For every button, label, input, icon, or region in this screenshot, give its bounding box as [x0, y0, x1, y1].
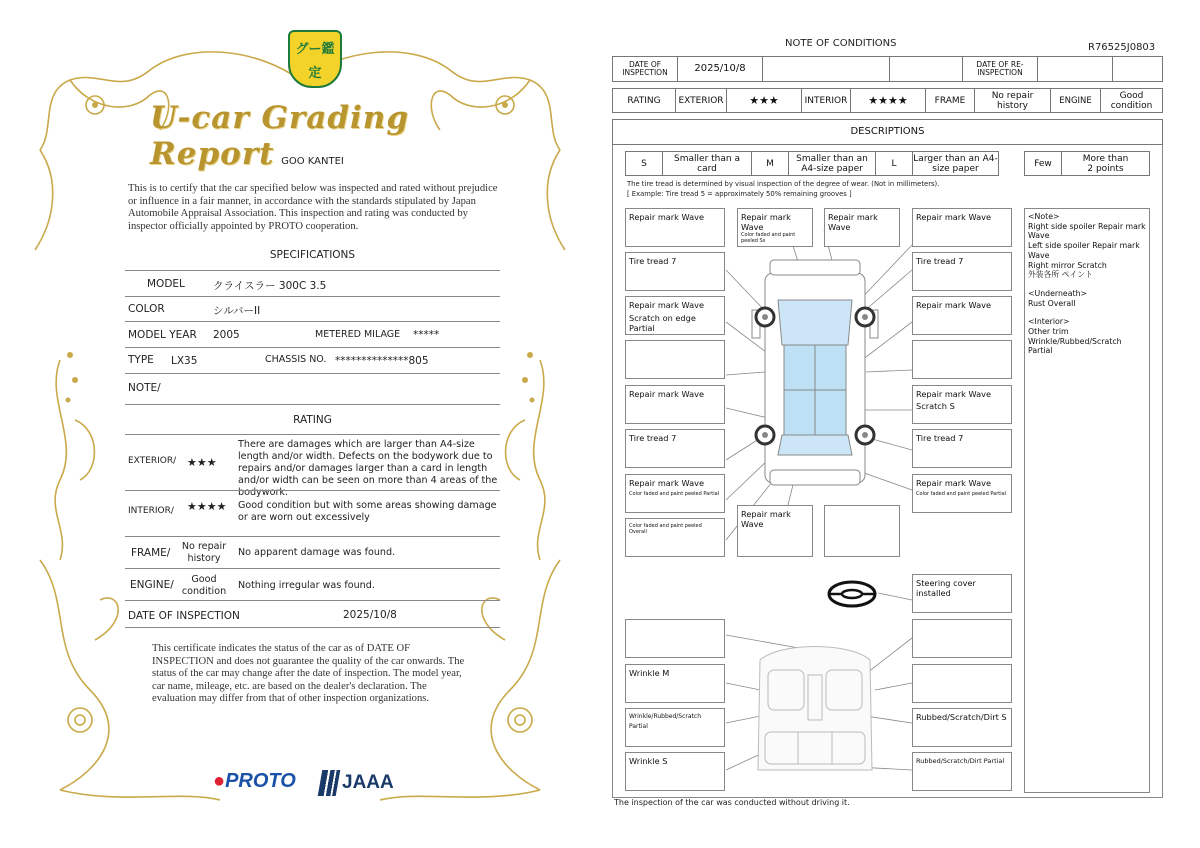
engine-text: Nothing irregular was found. [238, 580, 375, 591]
interior-stars: ★★★★ [187, 500, 227, 513]
frame-label: FRAME [925, 88, 975, 113]
note-label: NOTE/ [128, 382, 161, 394]
note-line: Repair mark Wave [629, 300, 704, 310]
model-year-value: 2005 [213, 329, 240, 341]
note-item: 外装各所 ペイント [1028, 270, 1093, 280]
tire-note: The tire tread is determined by visual inspection of the degree of wear. (Not in millimeters). [627, 180, 940, 188]
engine-value: Good condition [181, 574, 227, 597]
notes-column [1024, 208, 1150, 793]
interior-box-left-2: Wrinkle M [625, 664, 725, 703]
noc-title: NOTE OF CONDITIONS [785, 38, 897, 49]
metered-milage-label: METERED MILAGE [315, 329, 401, 340]
note-subline: Color faded and paint peeled Overall [629, 523, 702, 535]
note-line: Repair mark Wave [916, 389, 991, 399]
interior-label: INTERIOR/ [128, 506, 174, 516]
divider [125, 568, 500, 569]
note-box-left-1: Repair mark Wave [625, 208, 725, 247]
note-box-right-6: Tire tread 7 [912, 429, 1012, 468]
rating-heading: RATING [293, 414, 332, 426]
interior-stars: ★★★★ [850, 88, 926, 113]
legend-s: S [625, 151, 663, 176]
divider [125, 600, 500, 601]
divider [125, 627, 500, 628]
frame-value: No repair history [974, 88, 1051, 113]
note-box-left-4 [625, 340, 725, 379]
underneath-item: Rust Overall [1028, 298, 1076, 308]
type-value: LX35 [171, 355, 198, 367]
legend-m-text: Smaller than an A4-size paper [788, 151, 876, 176]
car-top-diagram [750, 255, 880, 490]
divider [125, 321, 500, 322]
note-line: Scratch on edge Partial [629, 313, 696, 333]
engine-label: ENGINE [1050, 88, 1101, 113]
divider [125, 490, 500, 491]
proto-logo [213, 770, 296, 793]
interior-box-left-4: Wrinkle S [625, 752, 725, 791]
note-line: Repair mark Wave [629, 478, 704, 488]
certificate-intro: This is to certify that the car specified below was inspected and rated without prejudice or influence in a fair manner, in accordance with the standards stipulated by Japan Automobile Appraisal Association. This inspection and rating was conducted by inspector officially appointed by PROTO cooperation. [128, 183, 498, 232]
divider [125, 373, 500, 374]
badge-text: グー鑑定 [295, 42, 335, 81]
divider [125, 434, 500, 435]
color-label: COLOR [128, 303, 165, 315]
model-year-label: MODEL YEAR [128, 329, 197, 341]
note-box-left-7 [625, 474, 725, 513]
chassis-label: CHASSIS NO. [265, 354, 327, 365]
divider [125, 347, 500, 348]
noc-reference: R76525J0803 [1088, 42, 1156, 53]
interior-text: Good condition but with some areas showing damage or are worn out excessively [238, 500, 497, 523]
note-line: Repair mark Wave [741, 212, 791, 232]
proto-logo-text: PROTO [225, 770, 296, 792]
note-subline: Color faded and paint peeled Partial [629, 491, 720, 497]
goo-kantei-badge [288, 30, 342, 88]
note-item: Right mirror Scratch [1028, 260, 1107, 270]
interior-label: INTERIOR [801, 88, 851, 113]
exterior-stars: ★★★ [187, 456, 217, 469]
note-box-left-8 [625, 518, 725, 557]
metered-milage-value: ***** [413, 329, 440, 341]
divider [125, 536, 500, 537]
color-value: シルバーII [213, 305, 261, 317]
interior-box-right-2 [912, 664, 1012, 703]
certificate-footer: This certificate indicates the status of the car as of DATE OF INSPECTION and does not guarantee the quality of the car onwards. The status of the car may change after the date of inspection. The model year, car name, mileage, etc. are based on the dealer's declaration. The evaluation may differ from that of other inspection organizations. [152, 643, 465, 705]
report-subtitle: GOO KANTEI [281, 156, 344, 167]
exterior-stars: ★★★ [726, 88, 802, 113]
interior-box-right-1 [912, 619, 1012, 658]
date-of-inspection-value: 2025/10/8 [677, 56, 763, 82]
exterior-label: EXTERIOR [675, 88, 727, 113]
frame-label: FRAME/ [131, 547, 171, 559]
underneath-heading: <Underneath> [1028, 288, 1088, 298]
divider [125, 404, 500, 405]
model-value: クライスラー 300C 3.5 [213, 280, 327, 292]
note-item: Right side spoiler Repair mark Wave [1028, 221, 1146, 241]
interior-box-right-4: Rubbed/Scratch/Dirt Partial [912, 752, 1012, 791]
proto-logo-icon: ● [213, 770, 226, 792]
interior-item: Other trim [1028, 327, 1069, 337]
legend-l-text: Larger than an A4-size paper [912, 151, 999, 176]
report-title: U-car Grading Report [150, 100, 410, 172]
date-of-inspection-label: DATE OF INSPECTION [128, 610, 240, 622]
legend-m: M [751, 151, 789, 176]
note-box-left-2: Tire tread 7 [625, 252, 725, 291]
divider [125, 296, 500, 297]
interior-heading: <Interior> [1028, 317, 1070, 327]
note-line: Repair mark Wave [916, 478, 991, 488]
type-label: TYPE [128, 354, 154, 366]
noc-footer: The inspection of the car was conducted without driving it. [614, 798, 850, 807]
note-box-top-2: Repair mark Wave [824, 208, 900, 247]
note-box-right-3: Repair mark Wave [912, 296, 1012, 335]
steering-wheel-icon [826, 579, 878, 609]
steering-note-box: Steering cover installed [912, 574, 1012, 613]
note-subline: Color faded and paint peeled Ss [741, 232, 796, 244]
note-box-left-6: Tire tread 7 [625, 429, 725, 468]
note-box-right-7 [912, 474, 1012, 513]
note-box-right-4 [912, 340, 1012, 379]
interior-item: Wrinkle/Rubbed/Scratch Partial [1028, 336, 1122, 356]
jaaa-logo: JAAA [342, 772, 394, 793]
note-box-right-2: Tire tread 7 [912, 252, 1012, 291]
legend-few-text: More than 2 points [1061, 151, 1150, 176]
exterior-text: There are damages which are larger than A4-size length and/or width. Defects on the bodywork due to repairs and/or damages larger than a card in length and/or width can be seen on more than 4 areas of the bodywork. [238, 439, 498, 498]
model-label: MODEL [147, 278, 185, 290]
descriptions-heading: DESCRIPTIONS [612, 119, 1163, 145]
legend-s-text: Smaller than a card [662, 151, 752, 176]
note-subline: Color faded and paint peeled Partial [916, 491, 1007, 497]
tire-example: [ Example: Tire tread 5 = approximately 50% remaining grooves ] [627, 190, 852, 198]
note-item: Left side spoiler Repair mark Wave [1028, 241, 1140, 260]
rating-label: RATING [612, 88, 676, 113]
car-interior-diagram [750, 640, 880, 780]
divider [125, 270, 500, 271]
frame-value: No repair history [181, 541, 227, 564]
note-line: Scratch S [916, 401, 955, 411]
note-box-left-3 [625, 296, 725, 335]
interior-box-right-3: Rubbed/Scratch/Dirt S [912, 708, 1012, 747]
specifications-heading: SPECIFICATIONS [269, 249, 356, 261]
interior-box-left-3: Wrinkle/Rubbed/Scratch Partial [625, 708, 725, 747]
interior-box-left-1 [625, 619, 725, 658]
note-box-top-1 [737, 208, 813, 247]
date-of-inspection-label: DATE OF INSPECTION [612, 56, 678, 82]
note-box-right-1: Repair mark Wave [912, 208, 1012, 247]
engine-value: Good condition [1100, 88, 1163, 113]
legend-few: Few [1024, 151, 1062, 176]
note-box-left-5: Repair mark Wave [625, 385, 725, 424]
legend-l: L [875, 151, 913, 176]
note-box-right-5 [912, 385, 1012, 424]
chassis-value: **************805 [335, 355, 429, 367]
exterior-label: EXTERIOR/ [128, 456, 177, 466]
re-inspection-label: DATE OF RE-INSPECTION [962, 56, 1038, 82]
frame-text: No apparent damage was found. [238, 547, 396, 558]
engine-label: ENGINE/ [130, 579, 174, 591]
date-of-inspection-value: 2025/10/8 [343, 609, 397, 621]
note-of-conditions [600, 0, 1200, 848]
note-heading: <Note> [1028, 212, 1060, 221]
note-box-bottom-1: Repair mark Wave [737, 505, 813, 557]
note-box-bottom-2 [824, 505, 900, 557]
